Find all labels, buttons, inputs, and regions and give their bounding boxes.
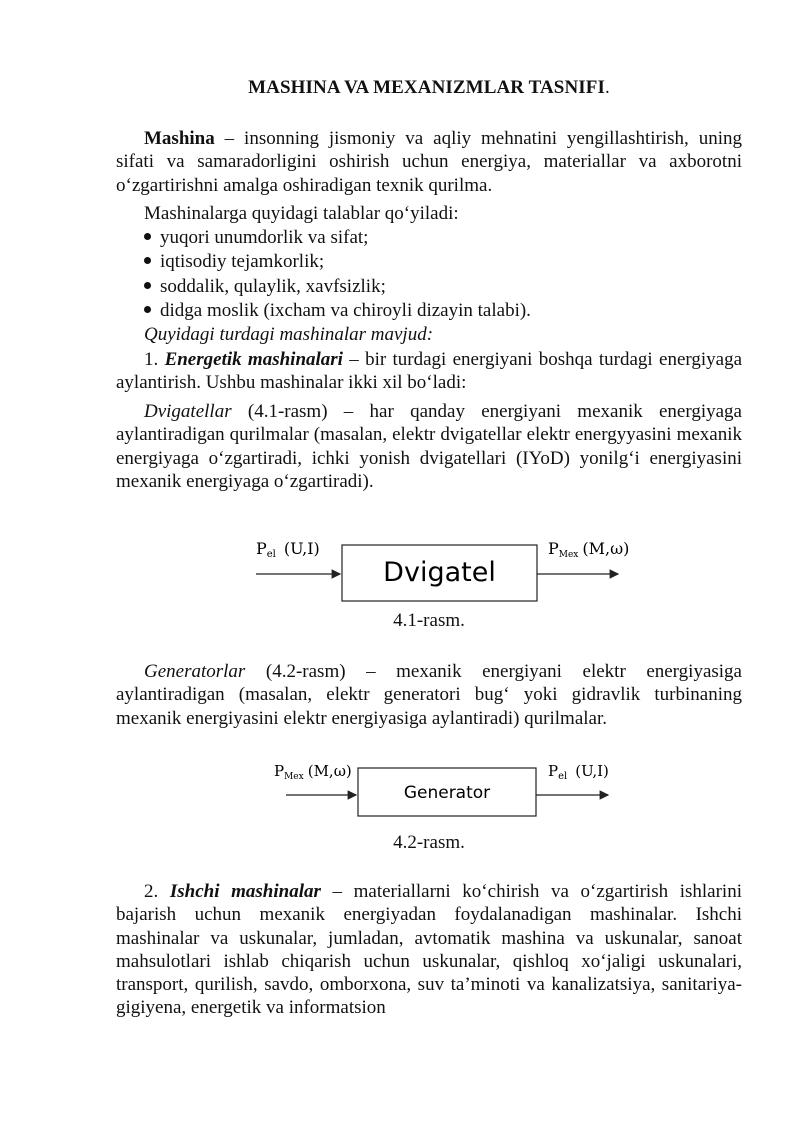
term-ishchi: Ishchi mashinalar [169, 881, 321, 902]
section1-paragraph: 1. Energetik mashinalari – bir turdagi energiyani boshqa turdagi energiyaga aylantirish. Ushbu mashinalar ikki xil boʻladi: [116, 349, 743, 394]
generator-paragraph: Generatorlar (4.2-rasm) – mexanik energiyani elektr energiyasiga aylantiradigan (masalan, elektr generatori bugʻ yoki gidravlik turbinaning mexanik energiyasini elektr energiyasiga aylantiradi) qurilmalar. [116, 661, 742, 729]
section2-paragraph: 2. Ishchi mashinalar – materiallarni koʻchirish va oʻzgartirish ishlarini bajarish uchun mexanik energiyadan foydalanadigan mashinalar. Ishchi mashinalar va uskunalar, jumladan, avtomatik mashina va uskunalar, sanoat mahsulotlari ishlab chiqarish uchun uskunalar, qishloq xoʻjaligi uskunalari, transport, qurilish, savdo, omborxona, suv taʼminoti va kanalizatsiya, sanitariya-gigiyena, energetik va informatsion [116, 881, 742, 1019]
term-dvigatellar: Dvigatellar [144, 401, 232, 422]
intro-paragraph: Mashina – insonning jismoniy va aqliy mehnatini yengillashtirish, uning sifati va samaradorligini oshirish uchun energiya, materiallar va axborotni oʻzgartirishni amalga oshiradigan texnik qurilma. [116, 128, 742, 196]
dvigatel-label: Dvigatel [383, 557, 496, 588]
figure2-caption: 4.2-rasm. [393, 832, 465, 853]
figure1-caption: 4.1-rasm. [393, 610, 465, 631]
list-item: yuqori unumdorlik va sifat; [144, 226, 368, 249]
term-energetik: Energetik mashinalari [164, 349, 343, 370]
dvigatel-paragraph: Dvigatellar (4.1-rasm) – har qanday energiyani mexanik energiyaga aylantiradigan qurilmalar (masalan, elektr dvigatellar elektr energyyasini mexanik energiyaga oʻzgartiradi, ichki yonish dvigatellari (IYoD) yonilgʻi energiyasini mexanik energiyaga oʻzgartiradi). [116, 401, 742, 492]
generator-label: Generator [403, 783, 491, 803]
list-item: didga moslik (ixcham va chiroyli dizayin talabi). [144, 299, 531, 322]
output-power-label: PMex (M,ω) [548, 539, 630, 560]
input-power-label: Pel (U,I) [256, 539, 320, 560]
requirements-lead: Mashinalarga quyidagi talablar qoʻyiladi: [144, 203, 459, 224]
list-item: iqtisodiy tejamkorlik; [144, 250, 324, 273]
page-title: MASHINA VA MEXANIZMLAR TASNIFI. [248, 77, 610, 98]
term-mashina: Mashina [144, 128, 215, 149]
term-generatorlar: Generatorlar [144, 661, 246, 682]
types-lead: Quyidagi turdagi mashinalar mavjud: [144, 324, 434, 345]
output-power-label: $P_{el}$ (U,I) [548, 762, 609, 782]
input-power-label: $P_{Mex}$ (M,ω) [274, 762, 352, 782]
list-item: soddalik, qulaylik, xavfsizlik; [144, 275, 386, 298]
